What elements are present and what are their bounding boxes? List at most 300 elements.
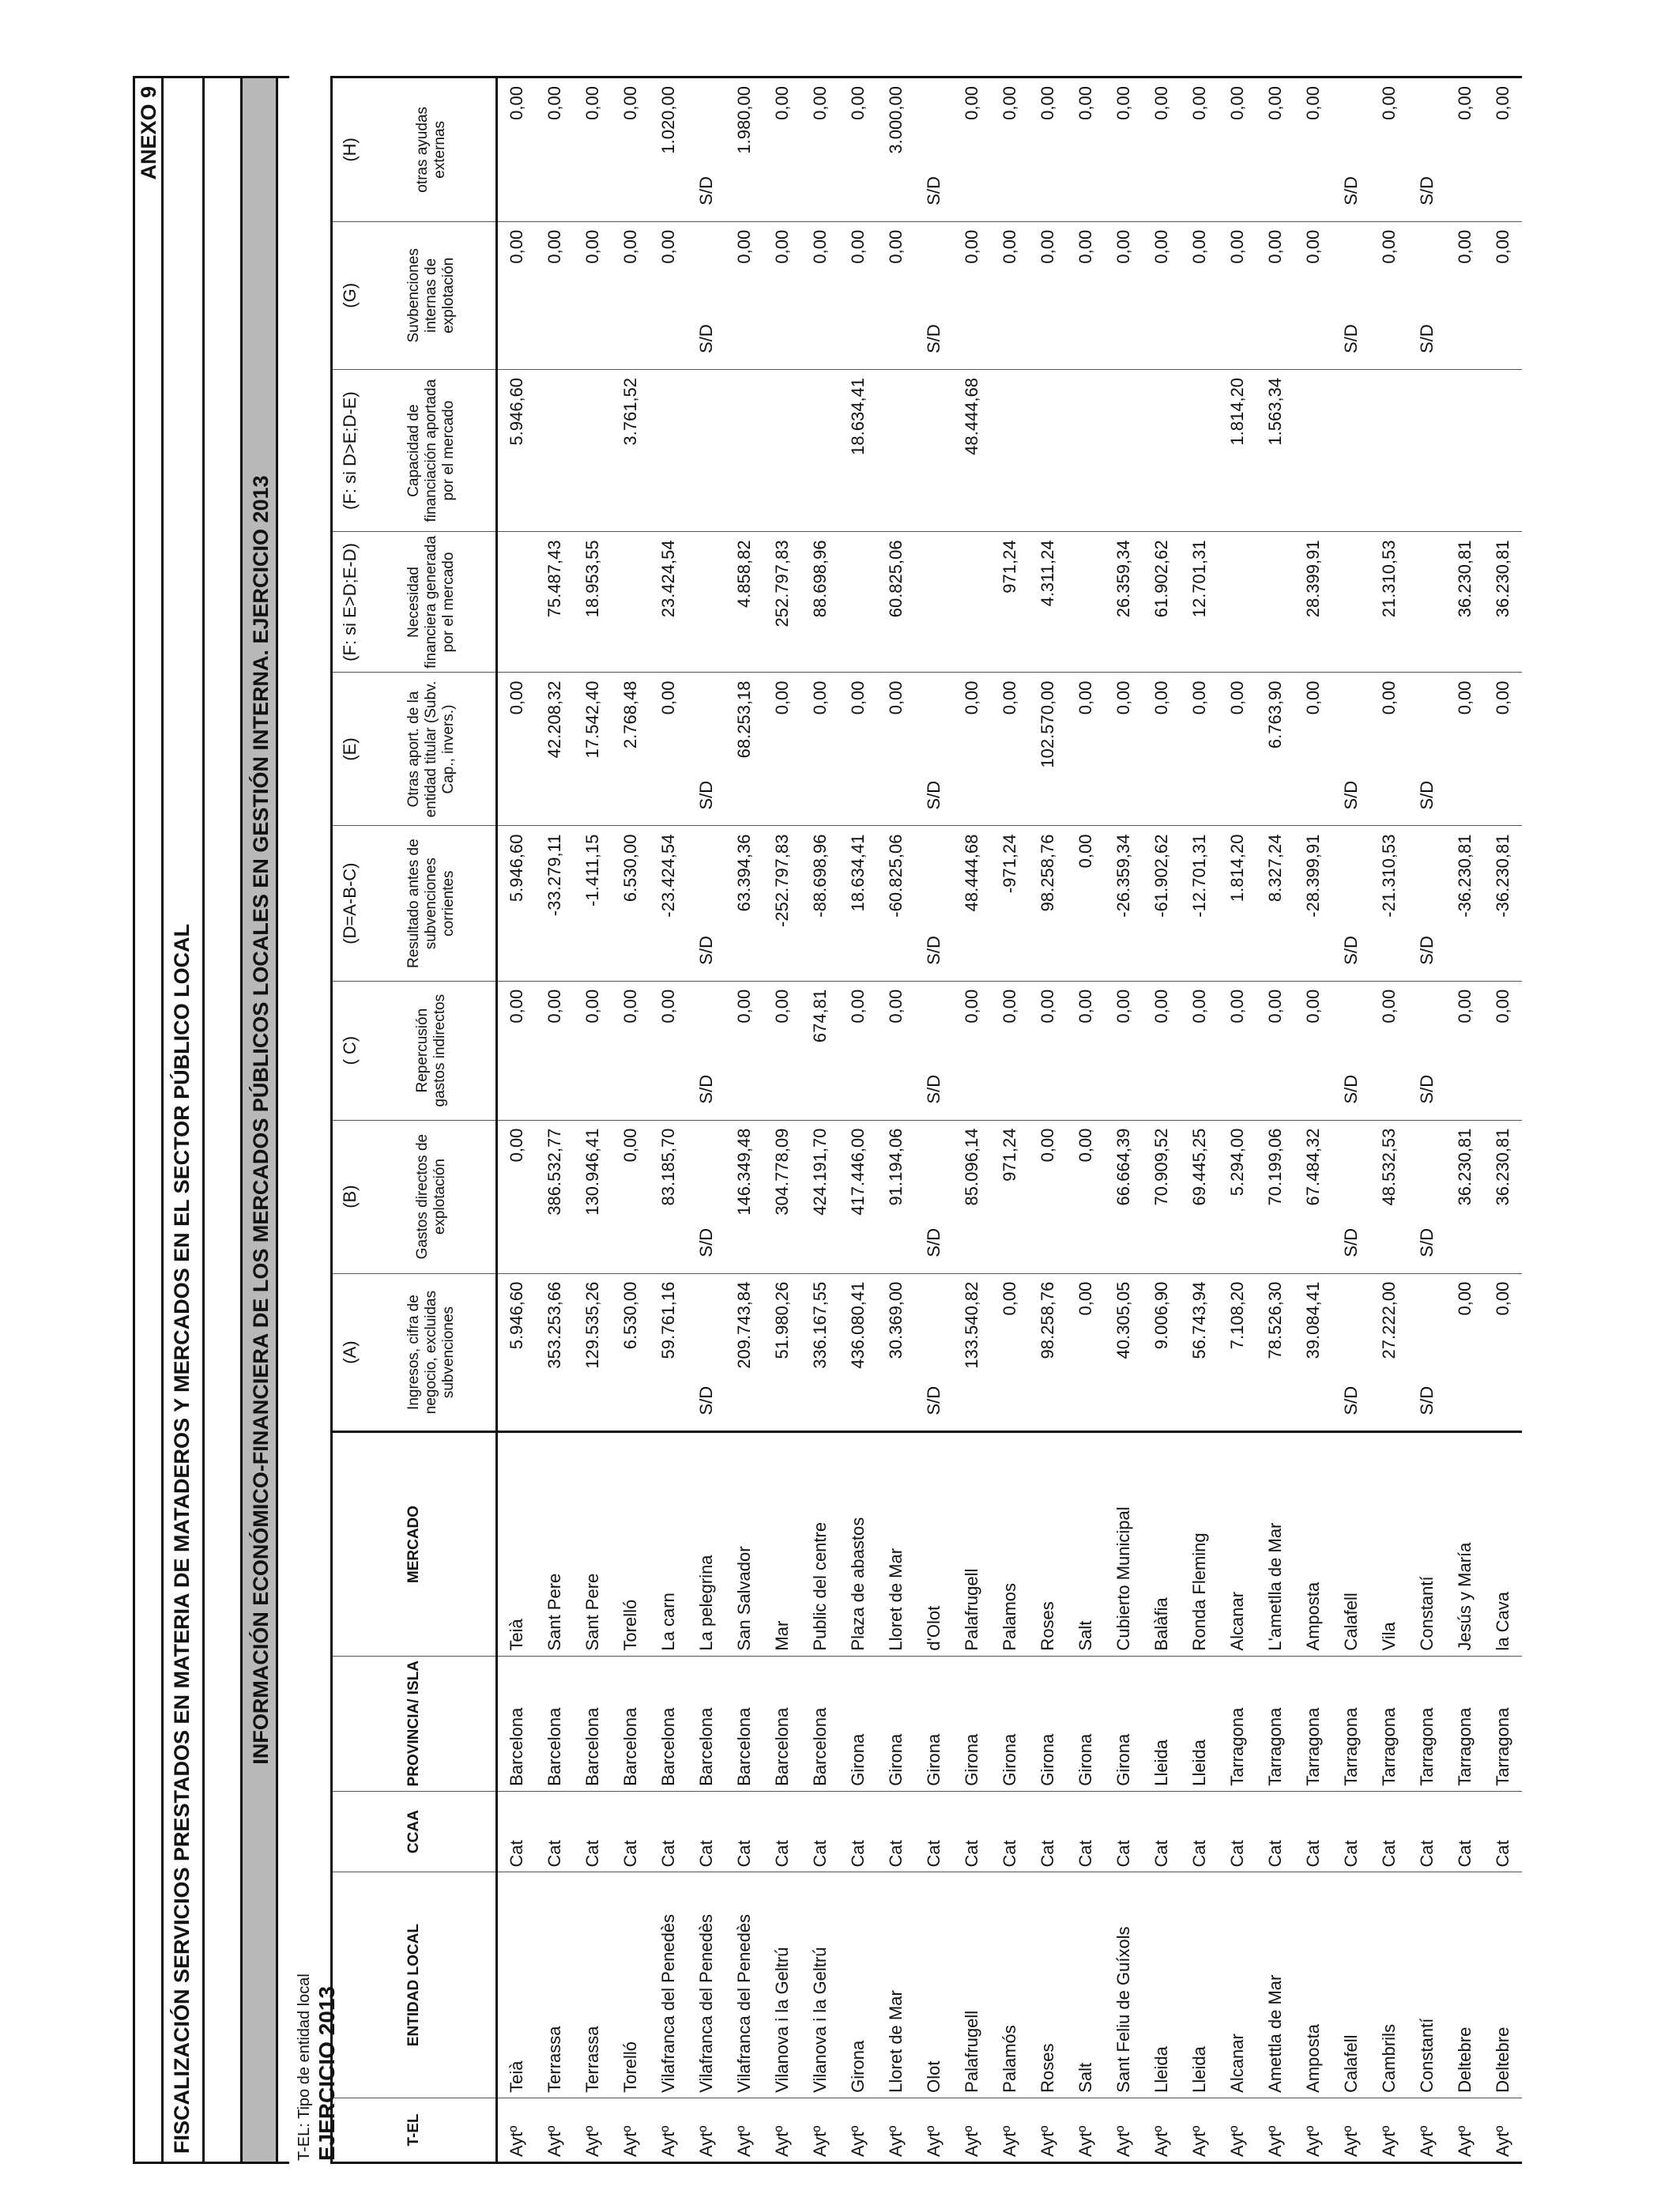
cell-f2 — [1143, 369, 1181, 531]
cell-f2 — [1408, 369, 1446, 531]
cell-f2 — [650, 369, 687, 531]
cell-h: 0,00 — [839, 77, 877, 222]
cell-f2 — [687, 369, 725, 531]
cell-g: 0,00 — [650, 221, 687, 369]
page-title: FISCALIZACIÓN SERVICIOS PRESTADOS EN MATERIA DE MATADEROS Y MERCADOS EN EL SECTOR PÚBLICO LOCAL — [170, 923, 194, 2154]
cell-tel: Aytº — [650, 2098, 687, 2162]
cell-provincia: Barcelona — [612, 1656, 650, 1791]
cell-h: 3.000,00 — [877, 77, 915, 222]
cell-d: -36.230,81 — [1484, 826, 1522, 981]
cell-provincia: Tarragona — [1446, 1656, 1484, 1791]
cell-d: -28.399,91 — [1294, 826, 1332, 981]
col-desc-b: Gastos directos de explotación — [367, 1120, 497, 1273]
cell-provincia: Barcelona — [574, 1656, 612, 1791]
cell-b: 971,24 — [991, 1120, 1029, 1273]
cell-c: S/D — [1408, 981, 1446, 1120]
cell-f2 — [1181, 369, 1219, 531]
cell-f1: 28.399,91 — [1294, 532, 1332, 673]
title-box — [161, 76, 202, 2164]
cell-f1: 21.310,53 — [1370, 532, 1408, 673]
cell-b: 70.199,06 — [1256, 1120, 1294, 1273]
cell-tel: Aytº — [1332, 2098, 1370, 2162]
cell-a: 98.258,76 — [1029, 1273, 1067, 1432]
cell-tel: Aytº — [536, 2098, 574, 2162]
cell-b: 0,00 — [612, 1120, 650, 1273]
cell-a: 39.084,41 — [1294, 1273, 1332, 1432]
cell-h: 1.020,00 — [650, 77, 687, 222]
cell-tel: Aytº — [1219, 2098, 1256, 2162]
cell-g: 0,00 — [1105, 221, 1143, 369]
cell-e: S/D — [1332, 673, 1370, 826]
cell-f1 — [1219, 532, 1256, 673]
cell-c: 0,00 — [497, 981, 537, 1120]
cell-ccaa: Cat — [1446, 1791, 1484, 1872]
cell-provincia: Barcelona — [801, 1656, 839, 1791]
cell-f1 — [1256, 532, 1294, 673]
cell-mercado: Balàfia — [1143, 1432, 1181, 1656]
cell-provincia: Lleida — [1181, 1656, 1219, 1791]
table-row — [536, 77, 574, 2163]
table-body — [497, 77, 1523, 2163]
cell-mercado: Ronda Fleming — [1181, 1432, 1219, 1656]
cell-c: 0,00 — [991, 981, 1029, 1120]
cell-c: 0,00 — [536, 981, 574, 1120]
cell-c: 674,81 — [801, 981, 839, 1120]
cell-provincia: Girona — [953, 1656, 991, 1791]
cell-h: S/D — [1408, 77, 1446, 222]
col-mercado: MERCADO — [332, 1432, 497, 1656]
cell-mercado: Cubierto Municipal — [1105, 1432, 1143, 1656]
cell-provincia: Barcelona — [650, 1656, 687, 1791]
cell-a: S/D — [915, 1273, 953, 1432]
cell-entidad: Lleida — [1143, 1872, 1181, 2098]
cell-f1: 23.424,54 — [650, 532, 687, 673]
cell-mercado: Alcanar — [1219, 1432, 1256, 1656]
table-row — [801, 77, 839, 2163]
cell-tel: Aytº — [877, 2098, 915, 2162]
cell-mercado: Amposta — [1294, 1432, 1332, 1656]
cell-tel: Aytº — [1484, 2098, 1522, 2162]
cell-a: 209.743,84 — [725, 1273, 763, 1432]
table-row — [1143, 77, 1181, 2163]
cell-e: 0,00 — [1105, 673, 1143, 826]
cell-entidad: Vilafranca del Penedès — [650, 1872, 687, 2098]
cell-h: 0,00 — [991, 77, 1029, 222]
cell-f2 — [1446, 369, 1484, 531]
cell-h: 0,00 — [1219, 77, 1256, 222]
cell-ccaa: Cat — [1067, 1791, 1105, 1872]
cell-d: -12.701,31 — [1181, 826, 1219, 981]
cell-b: 5.294,00 — [1219, 1120, 1256, 1273]
cell-ccaa: Cat — [1143, 1791, 1181, 1872]
tel-note: T-EL: Tipo de entidad local — [296, 1973, 313, 2161]
cell-b: 91.194,06 — [877, 1120, 915, 1273]
cell-entidad: Deltebre — [1484, 1872, 1522, 2098]
cell-b: 0,00 — [1029, 1120, 1067, 1273]
cell-g: S/D — [1408, 221, 1446, 369]
cell-b: 417.446,00 — [839, 1120, 877, 1273]
cell-ccaa: Cat — [763, 1791, 801, 1872]
cell-c: 0,00 — [1143, 981, 1181, 1120]
cell-f2 — [1370, 369, 1408, 531]
col-desc-h: otras ayudas externas — [367, 77, 497, 222]
cell-f1: 252.797,83 — [763, 532, 801, 673]
col-provincia: PROVINCIA/ ISLA — [332, 1656, 497, 1791]
cell-ccaa: Cat — [1181, 1791, 1219, 1872]
cell-provincia: Girona — [991, 1656, 1029, 1791]
cell-a: S/D — [687, 1273, 725, 1432]
header-gap — [278, 76, 289, 2164]
cell-h: 0,00 — [612, 77, 650, 222]
cell-h: 0,00 — [1446, 77, 1484, 222]
table-row — [1181, 77, 1219, 2163]
cell-e: 0,00 — [763, 673, 801, 826]
cell-ccaa: Cat — [1256, 1791, 1294, 1872]
cell-f2 — [915, 369, 953, 531]
cell-c: 0,00 — [650, 981, 687, 1120]
cell-provincia: Tarragona — [1219, 1656, 1256, 1791]
cell-mercado: Sant Pere — [574, 1432, 612, 1656]
cell-ccaa: Cat — [650, 1791, 687, 1872]
cell-mercado: Calafell — [1332, 1432, 1370, 1656]
info-band — [240, 76, 278, 2164]
cell-d: -26.359,34 — [1105, 826, 1143, 981]
cell-ccaa: Cat — [1332, 1791, 1370, 1872]
cell-f2: 3.761,52 — [612, 369, 650, 531]
cell-tel: Aytº — [839, 2098, 877, 2162]
col-letter-a: (A) — [332, 1273, 368, 1432]
cell-entidad: Vilafranca del Penedès — [687, 1872, 725, 2098]
cell-b: 0,00 — [497, 1120, 537, 1273]
cell-e: 0,00 — [497, 673, 537, 826]
cell-f1: 36.230,81 — [1484, 532, 1522, 673]
cell-g: 0,00 — [725, 221, 763, 369]
cell-g: 0,00 — [1181, 221, 1219, 369]
cell-d: 1.814,20 — [1219, 826, 1256, 981]
cell-c: 0,00 — [1067, 981, 1105, 1120]
cell-d: -36.230,81 — [1446, 826, 1484, 981]
cell-f2 — [1105, 369, 1143, 531]
cell-d: 0,00 — [1067, 826, 1105, 981]
cell-entidad: Terrassa — [574, 1872, 612, 2098]
cell-f2: 48.444,68 — [953, 369, 991, 531]
cell-tel: Aytº — [1105, 2098, 1143, 2162]
table-row — [1332, 77, 1370, 2163]
cell-h: 0,00 — [1484, 77, 1522, 222]
cell-f1: 60.825,06 — [877, 532, 915, 673]
cell-g: 0,00 — [1370, 221, 1408, 369]
cell-mercado: Public del centre — [801, 1432, 839, 1656]
col-desc-f2: Capacidad de financiación aportada por el mercado — [367, 369, 497, 531]
annex-box — [133, 76, 161, 2164]
cell-provincia: Tarragona — [1332, 1656, 1370, 1791]
cell-c: S/D — [687, 981, 725, 1120]
cell-a: 51.980,26 — [763, 1273, 801, 1432]
cell-b: 0,00 — [1067, 1120, 1105, 1273]
cell-b: 70.909,52 — [1143, 1120, 1181, 1273]
cell-f2 — [1332, 369, 1370, 531]
table-row — [497, 77, 537, 2163]
cell-entidad: Deltebre — [1446, 1872, 1484, 2098]
cell-mercado: Plaza de abastos — [839, 1432, 877, 1656]
cell-c: 0,00 — [1181, 981, 1219, 1120]
cell-b: 424.191,70 — [801, 1120, 839, 1273]
cell-f1: 4.858,82 — [725, 532, 763, 673]
cell-e: 0,00 — [953, 673, 991, 826]
cell-provincia: Barcelona — [497, 1656, 537, 1791]
cell-d: -1.411,15 — [574, 826, 612, 981]
cell-provincia: Lleida — [1143, 1656, 1181, 1791]
cell-c: 0,00 — [1029, 981, 1067, 1120]
cell-d: -88.698,96 — [801, 826, 839, 981]
cell-ccaa: Cat — [497, 1791, 537, 1872]
cell-g: S/D — [687, 221, 725, 369]
cell-f2 — [763, 369, 801, 531]
cell-mercado: Vila — [1370, 1432, 1408, 1656]
table-row — [687, 77, 725, 2163]
cell-provincia: Girona — [877, 1656, 915, 1791]
cell-entidad: Teià — [497, 1872, 537, 2098]
cell-ccaa: Cat — [839, 1791, 877, 1872]
cell-c: 0,00 — [1484, 981, 1522, 1120]
table-row — [1219, 77, 1256, 2163]
cell-e: 6.763,90 — [1256, 673, 1294, 826]
table-row — [763, 77, 801, 2163]
cell-tel: Aytº — [1408, 2098, 1446, 2162]
cell-g: 0,00 — [877, 221, 915, 369]
cell-g: 0,00 — [574, 221, 612, 369]
cell-f2 — [1029, 369, 1067, 531]
cell-f1 — [915, 532, 953, 673]
cell-a: 30.369,00 — [877, 1273, 915, 1432]
cell-a: S/D — [1332, 1273, 1370, 1432]
table-row — [877, 77, 915, 2163]
cell-c: 0,00 — [725, 981, 763, 1120]
cell-d: -61.902,62 — [1143, 826, 1181, 981]
cell-tel: Aytº — [1446, 2098, 1484, 2162]
cell-c: 0,00 — [763, 981, 801, 1120]
cell-f2 — [725, 369, 763, 531]
cell-tel: Aytº — [1067, 2098, 1105, 2162]
cell-a: 7.108,20 — [1219, 1273, 1256, 1432]
cell-mercado: Torelló — [612, 1432, 650, 1656]
info-band-title: INFORMACIÓN ECONÓMICO-FINANCIERA DE LOS MERCADOS PÚBLICOS LOCALES EN GESTIÓN INTERNA. EJERCICIO 2013 — [249, 475, 273, 1765]
cell-tel: Aytº — [1029, 2098, 1067, 2162]
cell-g: S/D — [915, 221, 953, 369]
cell-d: 6.530,00 — [612, 826, 650, 981]
col-letter-h: (H) — [332, 77, 368, 222]
cell-e: 0,00 — [877, 673, 915, 826]
cell-f1 — [1067, 532, 1105, 673]
cell-provincia: Barcelona — [536, 1656, 574, 1791]
cell-e: 0,00 — [1484, 673, 1522, 826]
cell-entidad: Girona — [839, 1872, 877, 2098]
cell-h: 0,00 — [536, 77, 574, 222]
cell-e: 0,00 — [1370, 673, 1408, 826]
cell-mercado: Teià — [497, 1432, 537, 1656]
cell-g: 0,00 — [763, 221, 801, 369]
cell-g: 0,00 — [953, 221, 991, 369]
cell-provincia: Barcelona — [687, 1656, 725, 1791]
cell-c: 0,00 — [877, 981, 915, 1120]
cell-d: 98.258,76 — [1029, 826, 1067, 981]
table-row — [1029, 77, 1067, 2163]
cell-f1 — [953, 532, 991, 673]
cell-provincia: Girona — [915, 1656, 953, 1791]
col-ccaa: CCAA — [332, 1791, 497, 1872]
cell-mercado: Salt — [1067, 1432, 1105, 1656]
cell-f2 — [991, 369, 1029, 531]
cell-h: 0,00 — [574, 77, 612, 222]
cell-entidad: Vilanova i la Geltrú — [763, 1872, 801, 2098]
cell-f1: 4.311,24 — [1029, 532, 1067, 673]
cell-e: 0,00 — [650, 673, 687, 826]
cell-f1: 971,24 — [991, 532, 1029, 673]
cell-ccaa: Cat — [801, 1791, 839, 1872]
table-row — [1256, 77, 1294, 2163]
cell-ccaa: Cat — [1294, 1791, 1332, 1872]
cell-e: 0,00 — [839, 673, 877, 826]
ejercicio-title: EJERCICIO 2013 — [315, 1986, 339, 2161]
cell-d: -60.825,06 — [877, 826, 915, 981]
col-letter-f2: (F: si D>E;D-E) — [332, 369, 368, 531]
cell-d: -23.424,54 — [650, 826, 687, 981]
cell-e: 0,00 — [1446, 673, 1484, 826]
cell-ccaa: Cat — [991, 1791, 1029, 1872]
cell-d: S/D — [915, 826, 953, 981]
cell-h: 0,00 — [1181, 77, 1219, 222]
cell-entidad: Lloret de Mar — [877, 1872, 915, 2098]
table-row — [650, 77, 687, 2163]
cell-b: S/D — [1408, 1120, 1446, 1273]
cell-d: 48.444,68 — [953, 826, 991, 981]
cell-tel: Aytº — [801, 2098, 839, 2162]
cell-c: 0,00 — [1370, 981, 1408, 1120]
cell-f2 — [801, 369, 839, 531]
cell-e: S/D — [687, 673, 725, 826]
cell-b: 48.532,53 — [1370, 1120, 1408, 1273]
cell-entidad: Lleida — [1181, 1872, 1219, 2098]
cell-b: 66.664,39 — [1105, 1120, 1143, 1273]
cell-f1 — [1408, 532, 1446, 673]
cell-ccaa: Cat — [574, 1791, 612, 1872]
cell-h: 0,00 — [763, 77, 801, 222]
cell-tel: Aytº — [497, 2098, 537, 2162]
cell-entidad: Torelló — [612, 1872, 650, 2098]
cell-a: 59.761,16 — [650, 1273, 687, 1432]
cell-ccaa: Cat — [953, 1791, 991, 1872]
table-row — [1067, 77, 1105, 2163]
cell-e: S/D — [915, 673, 953, 826]
cell-f2 — [877, 369, 915, 531]
cell-a: 40.305,05 — [1105, 1273, 1143, 1432]
cell-tel: Aytº — [1143, 2098, 1181, 2162]
cell-e: 0,00 — [1294, 673, 1332, 826]
cell-provincia: Tarragona — [1294, 1656, 1332, 1791]
cell-a: 0,00 — [1484, 1273, 1522, 1432]
cell-tel: Aytº — [725, 2098, 763, 2162]
cell-a: 0,00 — [991, 1273, 1029, 1432]
cell-f1: 26.359,34 — [1105, 532, 1143, 673]
cell-d: S/D — [1332, 826, 1370, 981]
cell-a: 353.253,66 — [536, 1273, 574, 1432]
cell-c: 0,00 — [953, 981, 991, 1120]
cell-d: 8.327,24 — [1256, 826, 1294, 981]
cell-b: 85.096,14 — [953, 1120, 991, 1273]
cell-g: 0,00 — [1446, 221, 1484, 369]
cell-tel: Aytº — [1294, 2098, 1332, 2162]
cell-e: 0,00 — [1067, 673, 1105, 826]
cell-entidad: Terrassa — [536, 1872, 574, 2098]
cell-b: S/D — [915, 1120, 953, 1273]
cell-g: S/D — [1332, 221, 1370, 369]
cell-h: S/D — [1332, 77, 1370, 222]
cell-e: 17.542,40 — [574, 673, 612, 826]
cell-entidad: Palafrugell — [953, 1872, 991, 2098]
cell-h: 0,00 — [1370, 77, 1408, 222]
cell-mercado: Roses — [1029, 1432, 1067, 1656]
cell-entidad: Alcanar — [1219, 1872, 1256, 2098]
cell-ccaa: Cat — [915, 1791, 953, 1872]
cell-h: 0,00 — [1256, 77, 1294, 222]
col-desc-g: Suvbenciones internas de explotación — [367, 221, 497, 369]
cell-f2 — [536, 369, 574, 531]
cell-entidad: Calafell — [1332, 1872, 1370, 2098]
cell-c: S/D — [915, 981, 953, 1120]
cell-entidad: Constantí — [1408, 1872, 1446, 2098]
cell-provincia: Tarragona — [1256, 1656, 1294, 1791]
cell-a: 9.006,90 — [1143, 1273, 1181, 1432]
cell-a: 0,00 — [1446, 1273, 1484, 1432]
cell-tel: Aytº — [574, 2098, 612, 2162]
cell-entidad: Amposta — [1294, 1872, 1332, 2098]
cell-g: 0,00 — [612, 221, 650, 369]
cell-provincia: Barcelona — [763, 1656, 801, 1791]
cell-tel: Aytº — [612, 2098, 650, 2162]
col-letter-g: (G) — [332, 221, 368, 369]
cell-b: 304.778,09 — [763, 1120, 801, 1273]
cell-g: 0,00 — [497, 221, 537, 369]
cell-tel: Aytº — [687, 2098, 725, 2162]
cell-h: 0,00 — [1067, 77, 1105, 222]
cell-e: 0,00 — [991, 673, 1029, 826]
cell-mercado: Sant Pere — [536, 1432, 574, 1656]
cell-mercado: d'Olot — [915, 1432, 953, 1656]
cell-h: 0,00 — [801, 77, 839, 222]
cell-b: 146.349,48 — [725, 1120, 763, 1273]
cell-e: 102.570,00 — [1029, 673, 1067, 826]
cell-d: 5.946,60 — [497, 826, 537, 981]
col-desc-e: Otras aport. de la entidad titular (Subv. Cap., invers.) — [367, 673, 497, 826]
cell-d: -21.310,53 — [1370, 826, 1408, 981]
cell-h: 0,00 — [1029, 77, 1067, 222]
cell-f2 — [1484, 369, 1522, 531]
cell-e: 68.253,18 — [725, 673, 763, 826]
cell-mercado: Lloret de Mar — [877, 1432, 915, 1656]
cell-f2: 5.946,60 — [497, 369, 537, 531]
cell-a: S/D — [1408, 1273, 1446, 1432]
annex-label: ANEXO 9 — [137, 86, 160, 180]
cell-d: 63.394,36 — [725, 826, 763, 981]
cell-entidad: Cambrils — [1370, 1872, 1408, 2098]
cell-provincia: Girona — [1105, 1656, 1143, 1791]
cell-a: 5.946,60 — [497, 1273, 537, 1432]
col-letter-f1: (F: si E>D;E-D) — [332, 532, 368, 673]
cell-f1 — [1332, 532, 1370, 673]
cell-a: 6.530,00 — [612, 1273, 650, 1432]
cell-h: 0,00 — [1294, 77, 1332, 222]
cell-b: S/D — [1332, 1120, 1370, 1273]
